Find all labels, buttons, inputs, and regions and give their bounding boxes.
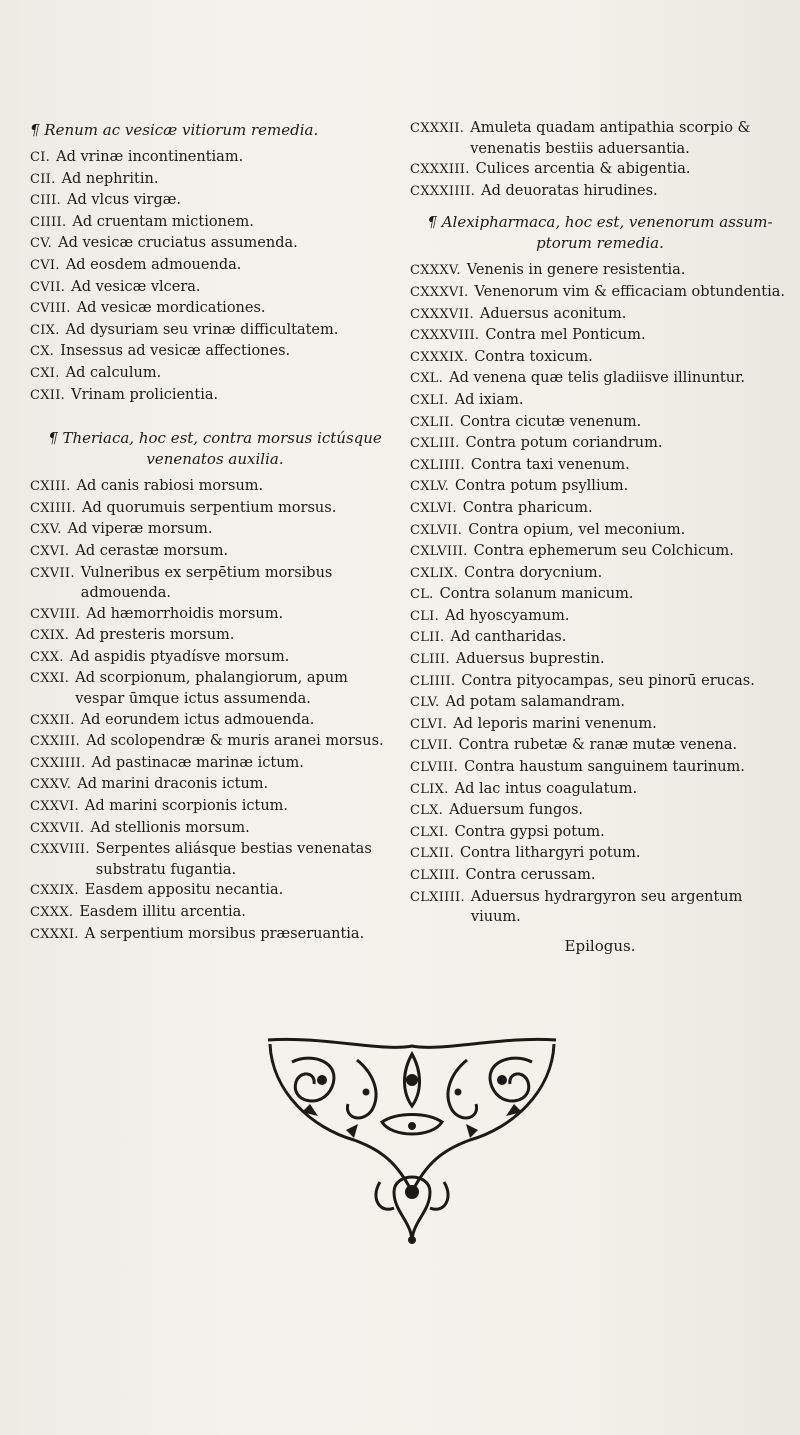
list-item <box>410 520 790 542</box>
list-item <box>410 800 790 822</box>
list-item <box>30 385 400 407</box>
entry-number: CXXII. <box>30 712 75 728</box>
entry-number: CX. <box>30 344 55 360</box>
list-item <box>30 839 400 880</box>
list-item <box>30 320 400 342</box>
list-item <box>30 710 400 732</box>
list-item <box>30 604 400 626</box>
entry-text: Contra opium, vel meconium. <box>468 521 686 538</box>
section-heading-alexipharmaca <box>410 212 790 254</box>
entry-text: Contra taxi venenum. <box>470 456 630 473</box>
entry-number: CVIII. <box>30 301 71 317</box>
entry-number: CIIII. <box>30 214 67 230</box>
list-item <box>410 159 790 181</box>
heading-line: ¶ Alexipharmaca, hoc est, venenorum assum- <box>427 213 773 232</box>
entry-text: Aduersum fungos. <box>449 802 584 819</box>
entry-number: CVII. <box>30 279 66 295</box>
entry-number: CLVI. <box>410 716 448 732</box>
list-item <box>30 625 400 647</box>
list-item <box>30 476 400 498</box>
list-item <box>410 671 790 693</box>
entry-text: Ad cerastæ morsum. <box>75 542 229 559</box>
entry-number: CXLIII. <box>410 436 460 452</box>
list-item <box>30 341 400 363</box>
entry-text: Ad vesicæ vlcera. <box>71 278 201 295</box>
entry-text: Contra rubetæ & ranæ mutæ venena. <box>458 737 738 754</box>
entry-text: Venenis in genere resistentia. <box>466 262 686 279</box>
entry-number: CXLVIII. <box>410 544 468 560</box>
entry-text: Contra toxicum. <box>474 348 593 365</box>
continued-entries <box>410 118 790 202</box>
list-item <box>30 668 400 709</box>
list-item <box>30 753 400 775</box>
entry-text: Ad vrinæ incontinentiam. <box>56 149 244 165</box>
entry-number: CXXXVI. <box>410 284 469 300</box>
entry-text: Ad vlcus virgæ. <box>67 192 181 209</box>
list-item <box>30 563 400 604</box>
list-item <box>30 796 400 818</box>
entry-number: CXVII. <box>30 565 75 581</box>
entry-number: CI. <box>30 150 51 165</box>
entry-text: Ad vesicæ mordicationes. <box>76 300 266 317</box>
entry-number: CXXXIIII. <box>410 183 476 199</box>
list-item <box>410 304 790 326</box>
entry-number: CXLVII. <box>410 522 463 538</box>
list-item <box>410 735 790 757</box>
entry-number: CXV. <box>30 522 62 538</box>
list-item <box>30 233 400 255</box>
entry-text: Contra ephemerum seu Colchicum. <box>473 543 734 560</box>
list-item <box>410 692 790 714</box>
list-item <box>410 412 790 434</box>
list-item <box>410 260 790 282</box>
entry-text: Ad venena quæ telis gladiisve illinuntur. <box>449 370 746 387</box>
list-item <box>30 169 400 191</box>
entry-number: CXLIX. <box>410 565 459 581</box>
list-item <box>30 818 400 840</box>
list-item <box>410 649 790 671</box>
entry-text: Ad potam salamandram. <box>445 694 626 711</box>
entry-text: Ad eorundem ictus admouenda. <box>80 711 315 728</box>
entry-text: Ad pastinacæ marinæ ictum. <box>91 754 304 771</box>
list-item <box>30 363 400 385</box>
entry-text: Contra haustum sanguinem taurinum. <box>464 759 745 776</box>
entry-number: CV. <box>30 236 53 252</box>
entry-text: Contra mel Ponticum. <box>485 327 646 344</box>
list-item <box>410 282 790 304</box>
entry-text: Ad lac intus coagulatum. <box>454 780 638 797</box>
entry-number: CXXVII. <box>30 820 85 836</box>
entry-text: Contra potum psyllium. <box>455 478 629 495</box>
entry-number: CVI. <box>30 257 60 273</box>
entry-number: CXXVIII. <box>30 842 90 858</box>
entry-text: Easdem appositu necantia. <box>84 882 284 899</box>
list-item <box>30 774 400 796</box>
list-item <box>410 865 790 887</box>
list-item <box>30 498 400 520</box>
entry-text: Ad leporis marini venenum. <box>453 715 657 732</box>
list-item <box>30 190 400 212</box>
list-item <box>30 147 400 169</box>
entry-number: CLVIII. <box>410 760 459 776</box>
entry-number: CXVIII. <box>30 606 81 622</box>
entry-text: Ad marini scorpionis ictum. <box>84 798 289 815</box>
entry-number: CII. <box>30 171 56 187</box>
entry-number: CXXXVII. <box>410 306 474 322</box>
list-item <box>30 519 400 541</box>
list-item <box>30 647 400 669</box>
list-item <box>410 118 790 159</box>
entry-number: CXXXV. <box>410 263 461 279</box>
entry-text: Ad scolopendræ & muris aranei morsus. <box>86 733 384 750</box>
entry-text: Contra lithargyri potum. <box>460 845 641 862</box>
entry-number: CLVII. <box>410 738 453 754</box>
list-item <box>410 325 790 347</box>
list-item <box>30 880 400 902</box>
left-column <box>30 118 400 945</box>
entry-text: Ad hyoscyamum. <box>445 607 570 624</box>
list-item <box>410 757 790 779</box>
entry-number: CXXXIII. <box>410 162 470 178</box>
list-item <box>30 298 400 320</box>
entry-text: Contra solanum manicum. <box>439 586 634 603</box>
entry-number: CLIX. <box>410 781 449 797</box>
entry-number: CXXVI. <box>30 799 79 815</box>
entry-text: A serpentium morsibus præseruantia. <box>84 925 365 942</box>
entry-number: CLXII. <box>410 846 455 862</box>
entry-text: Vulneribus ex serpētium morsibus admouenda. <box>80 564 333 602</box>
section-alexipharmaca-entries <box>410 260 790 927</box>
section-heading-theriaca <box>30 428 400 470</box>
entry-text: Ad cantharidas. <box>450 629 567 646</box>
list-item <box>30 255 400 277</box>
entry-number: CLXIIII. <box>410 889 465 905</box>
entry-text: Ad hæmorrhoidis morsum. <box>86 605 284 622</box>
entry-text: Ad dysuriam seu vrinæ difficultatem. <box>65 321 339 338</box>
entry-number: CXLV. <box>410 479 450 495</box>
entry-text: Ad quorumuis serpentium morsus. <box>81 499 337 516</box>
section-spacer <box>30 406 400 426</box>
entry-number: CXXIX. <box>30 883 79 899</box>
entry-text: Ad viperæ morsum. <box>67 521 213 538</box>
entry-number: CXXXII. <box>410 121 465 136</box>
entry-number: CXLI. <box>410 392 449 408</box>
section-renum-entries <box>30 147 400 406</box>
entry-number: CXXV. <box>30 777 72 793</box>
list-item <box>30 902 400 924</box>
entry-number: CXXIIII. <box>30 755 86 771</box>
entry-text: Aduersus buprestin. <box>455 651 605 668</box>
floral-tailpiece-ornament-icon <box>262 1032 562 1250</box>
list-item <box>410 627 790 649</box>
entry-number: CXIII. <box>30 479 71 495</box>
list-item <box>410 368 790 390</box>
entry-text: Venenorum vim & efficaciam obtundentia. <box>474 283 785 300</box>
list-item <box>410 541 790 563</box>
entry-text: Amuleta quadam antipathia scorpio & venenatis bestiis aduersantia. <box>470 120 751 157</box>
list-item <box>410 455 790 477</box>
entry-text: Ad nephritin. <box>61 170 159 187</box>
entry-number: CLIII. <box>410 652 450 668</box>
entry-number: CL. <box>410 587 434 603</box>
epilogue-label: Epilogus. <box>564 936 636 955</box>
entry-number: CXVI. <box>30 543 70 559</box>
entry-text: Aduersus hydrargyron seu argentum viuum. <box>470 888 743 926</box>
list-item <box>410 476 790 498</box>
entry-number: CXL. <box>410 371 444 387</box>
section-theriaca-entries <box>30 476 400 945</box>
entry-number: CXXX. <box>30 905 74 920</box>
entry-number: CXXI. <box>30 671 70 687</box>
list-item <box>30 541 400 563</box>
heading-line: ¶ Theriaca, hoc est, contra morsus ictúsque <box>48 429 382 448</box>
entry-text: Serpentes aliásque bestias venenatas substratu fugantia. <box>95 841 372 878</box>
entry-text: Ad vesicæ cruciatus assumenda. <box>58 235 298 252</box>
entry-number: CIII. <box>30 193 61 209</box>
list-item <box>410 584 790 606</box>
entry-number: CLV. <box>410 695 440 711</box>
entry-text: Ad ixiam. <box>454 391 524 408</box>
entry-number: CLI. <box>410 608 440 624</box>
entry-number: CLII. <box>410 630 445 646</box>
entry-number: CXIIII. <box>30 500 76 516</box>
entry-text: Ad aspidis ptyadísve morsum. <box>69 648 290 665</box>
entry-text: Ad stellionis morsum. <box>90 819 250 836</box>
entry-number: CXLII. <box>410 414 455 430</box>
entry-number: CIX. <box>30 322 60 338</box>
entry-text: Aduersus aconitum. <box>479 305 627 322</box>
entry-text: Contra dorycnium. <box>464 564 603 581</box>
entry-number: CXXXI. <box>30 926 79 942</box>
entry-text: Ad eosdem admouenda. <box>65 256 242 273</box>
entry-number: CXI. <box>30 365 60 381</box>
list-item <box>410 498 790 520</box>
entry-number: CXX. <box>30 649 64 665</box>
entry-text: Culices arcentia & abigentia. <box>475 161 691 178</box>
entry-number: CXLIIII. <box>410 457 465 473</box>
entry-number: CXIX. <box>30 628 70 644</box>
section-spacer <box>410 202 790 210</box>
list-item <box>30 924 400 946</box>
entry-text: Ad canis rabiosi morsum. <box>76 478 264 495</box>
list-item <box>30 731 400 753</box>
entry-text: Ad marini draconis ictum. <box>77 776 269 793</box>
entry-text: Insessus ad vesicæ affectiones. <box>60 343 291 360</box>
right-column <box>410 118 790 956</box>
entry-text: Ad deuoratas hirudines. <box>481 182 658 199</box>
entry-text: Ad calculum. <box>65 364 162 381</box>
entry-number: CLX. <box>410 803 444 819</box>
list-item <box>410 779 790 801</box>
entry-text: Contra cerussam. <box>465 867 596 883</box>
entry-text: Ad presteris morsum. <box>75 627 235 644</box>
list-item <box>410 843 790 865</box>
list-item <box>410 433 790 455</box>
entry-text: Contra gypsi potum. <box>454 823 605 840</box>
entry-number: CXLVI. <box>410 500 457 516</box>
list-item <box>410 714 790 736</box>
list-item <box>410 181 790 203</box>
entry-number: CLIIII. <box>410 673 456 689</box>
entry-number: CXXXVIII. <box>410 328 480 344</box>
entry-text: Contra pharicum. <box>462 499 593 516</box>
list-item <box>410 822 790 844</box>
list-item <box>410 563 790 585</box>
entry-text: Ad scorpionum, phalangiorum, apum vespar ūmque ictus assumenda. <box>75 670 348 708</box>
entry-number: CLXIII. <box>410 868 460 883</box>
entry-number: CLXI. <box>410 824 449 840</box>
list-item <box>30 212 400 234</box>
entry-text: Easdem illitu arcentia. <box>79 904 246 920</box>
heading-line: ptorum remedia. <box>536 234 664 253</box>
section-heading-renum: ¶ Renum ac vesicæ vitiorum remedia. <box>30 121 319 139</box>
list-item <box>410 347 790 369</box>
entry-number: CXXIII. <box>30 734 81 750</box>
list-item <box>410 887 790 928</box>
heading-line: venenatos auxilia. <box>146 450 284 469</box>
entry-text: Contra potum coriandrum. <box>465 435 663 452</box>
entry-text: Contra pityocampas, seu pinorū erucas. <box>461 672 755 689</box>
list-item <box>410 606 790 628</box>
entry-number: CXII. <box>30 387 66 403</box>
entry-text: Ad cruentam mictionem. <box>72 213 254 230</box>
entry-text: Contra cicutæ venenum. <box>460 413 642 430</box>
list-item <box>30 277 400 299</box>
list-item <box>410 390 790 412</box>
entry-number: CXXXIX. <box>410 349 469 365</box>
entry-text: Vrinam prolicientia. <box>71 386 219 403</box>
